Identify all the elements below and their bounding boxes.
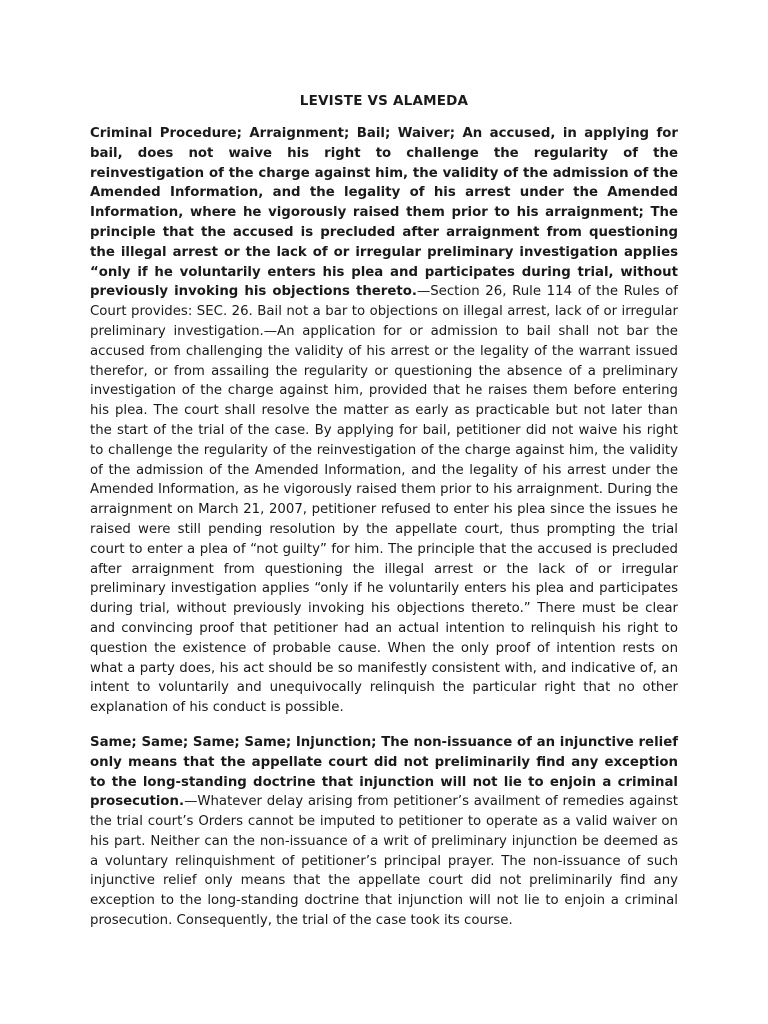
paragraph-1-headnote: Criminal Procedure; Arraignment; Bail; Waiver; An accused, in applying for bail, does not waive his right to challenge the regularity of the reinvestigation of the charge against him, the validity of the admission of the Amended Information, and the legality of his arrest under the Amended Information, where he vigorously raised them prior to his arraignment; The principle that the accused is precluded after arraignment from questioning the illegal arrest or the lack of or irregular preliminary investigation applies “only if he voluntarily enters his plea and participates during trial, without previously invoking his objections thereto. bbox=[90, 126, 678, 300]
paragraph-2-body: —Whatever delay arising from petitioner’s availment of remedies against the trial court’s Orders cannot be imputed to petitioner to operate as a valid waiver on his part. Neither can the non-issuance of a writ of preliminary injunction be deemed as a voluntary relinquishment of petitioner’s principal prayer. The non-issuance of such injunctive relief only means that the appellate court did not preliminarily find any exception to the long-standing doctrine that injunction will not lie to enjoin a criminal prosecution. Consequently, the trial of the case took its course. bbox=[90, 794, 678, 929]
paragraph-1-body: —Section 26, Rule 114 of the Rules of Court provides: SEC. 26. Bail not a bar to objections on illegal arrest, lack of or irregular preliminary investigation.—An application for or admission to bail shall not bar the accused from challenging the validity of his arrest or the legality of the warrant issued therefor, or from assailing the regularity or questioning the absence of a preliminary investigation of the charge against him, provided that he raises them before entering his plea. The court shall resolve the matter as early as practicable but not later than the start of the trial of the case. By applying for bail, petitioner did not waive his right to challenge the regularity of the reinvestigation of the charge against him, the validity of the admission of the Amended Information, and the legality of his arrest under the Amended Information, as he vigorously raised them prior to his arraignment. During the arraignment on March 21, 2007, petitioner refused to enter his plea since the issues he raised were still pending resolution by the appellate court, thus prompting the trial court to enter a plea of “not guilty” for him. The principle that the accused is precluded after arraignment from questioning the illegal arrest or the lack of or irregular preliminary investigation applies “only if he voluntarily enters his plea and participates during trial, without previously invoking his objections thereto.” There must be clear and convincing proof that petitioner had an actual intention to relinquish his right to question the existence of probable cause. When the only proof of intention rests on what a party does, his act should be so manifestly consistent with, and indicative of, an intent to voluntarily and unequivocally relinquish the particular right that no other explanation of his conduct is possible. bbox=[90, 284, 678, 716]
document-title: LEVISTE VS ALAMEDA bbox=[299, 93, 469, 109]
document-body bbox=[90, 124, 678, 946]
paragraph-1 bbox=[90, 124, 678, 718]
paragraph-2 bbox=[90, 733, 678, 931]
paragraph-2-headnote: Same; Same; Same; Same; Injunction; The non-issuance of an injunctive relief only means that the appellate court did not preliminarily find any exception to the long-standing doctrine that injunction will not lie to enjoin a criminal prosecution. bbox=[90, 734, 678, 810]
